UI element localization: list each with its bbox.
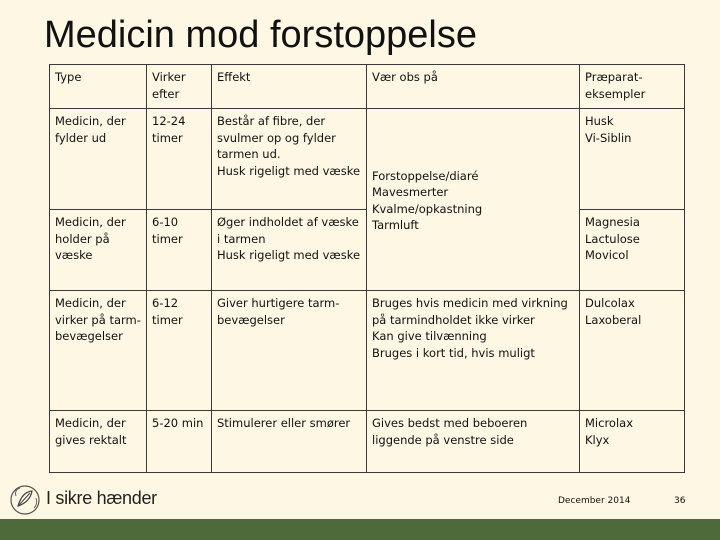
- table-row: [50, 411, 685, 473]
- bottom-bar: [0, 519, 720, 540]
- table-cell: Består af fibre, der svulmer op og fylder tarmen ud. Husk rigeligt med væske: [212, 109, 367, 210]
- table-row: [50, 291, 685, 411]
- header-cell: Effekt: [212, 65, 367, 109]
- table-cell: 6-12 timer: [147, 291, 212, 411]
- header-cell: Virker efter: [147, 65, 212, 109]
- table-cell: Gives bedst med beboeren liggende på venstre side: [367, 411, 580, 473]
- table-cell: 12-24 timer: [147, 109, 212, 210]
- table-cell: Giver hurtigere tarm- bevægelser: [212, 291, 367, 411]
- header-cell: Præparat- eksempler: [580, 65, 685, 109]
- table-cell: Bruges hvis medicin med virkning på tarmindholdet ikke virker Kan give tilvænning Bruges i kort tid, hvis muligt: [367, 291, 580, 411]
- table-cell: Medicin, der fylder ud: [50, 109, 147, 210]
- table-row: [50, 109, 685, 210]
- table-cell: Øger indholdet af væske i tarmen Husk rigeligt med væske: [212, 210, 367, 291]
- table-cell: Medicin, der holder på væske: [50, 210, 147, 291]
- table-cell: Medicin, der virker på tarm- bevægelser: [50, 291, 147, 411]
- table-cell: Medicin, der gives rektalt: [50, 411, 147, 473]
- table-cell: 6-10 timer: [147, 210, 212, 291]
- logo: [8, 482, 157, 522]
- table-cell: 5-20 min: [147, 411, 212, 473]
- footer-date: December 2014: [558, 496, 631, 506]
- medicine-table: [49, 64, 685, 473]
- slide-title: Medicin mod forstoppelse: [44, 14, 477, 56]
- table-cell: Husk Vi-Siblin: [580, 109, 685, 210]
- table-cell: Microlax Klyx: [580, 411, 685, 473]
- header-cell: Type: [50, 65, 147, 109]
- merged-obs-cell: Forstoppelse/diaré Mavesmerter Kvalme/opkastning Tarmluft: [367, 109, 580, 291]
- page-number: 36: [674, 496, 686, 506]
- table-cell: Magnesia Lactulose Movicol: [580, 210, 685, 291]
- leaf-emblem-icon: [8, 482, 42, 518]
- logo-text: I sikre hænder: [46, 488, 157, 508]
- table-cell: Stimulerer eller smører: [212, 411, 367, 473]
- table-cell: Dulcolax Laxoberal: [580, 291, 685, 411]
- header-cell: Vær obs på: [367, 65, 580, 109]
- table-header-row: [50, 65, 685, 109]
